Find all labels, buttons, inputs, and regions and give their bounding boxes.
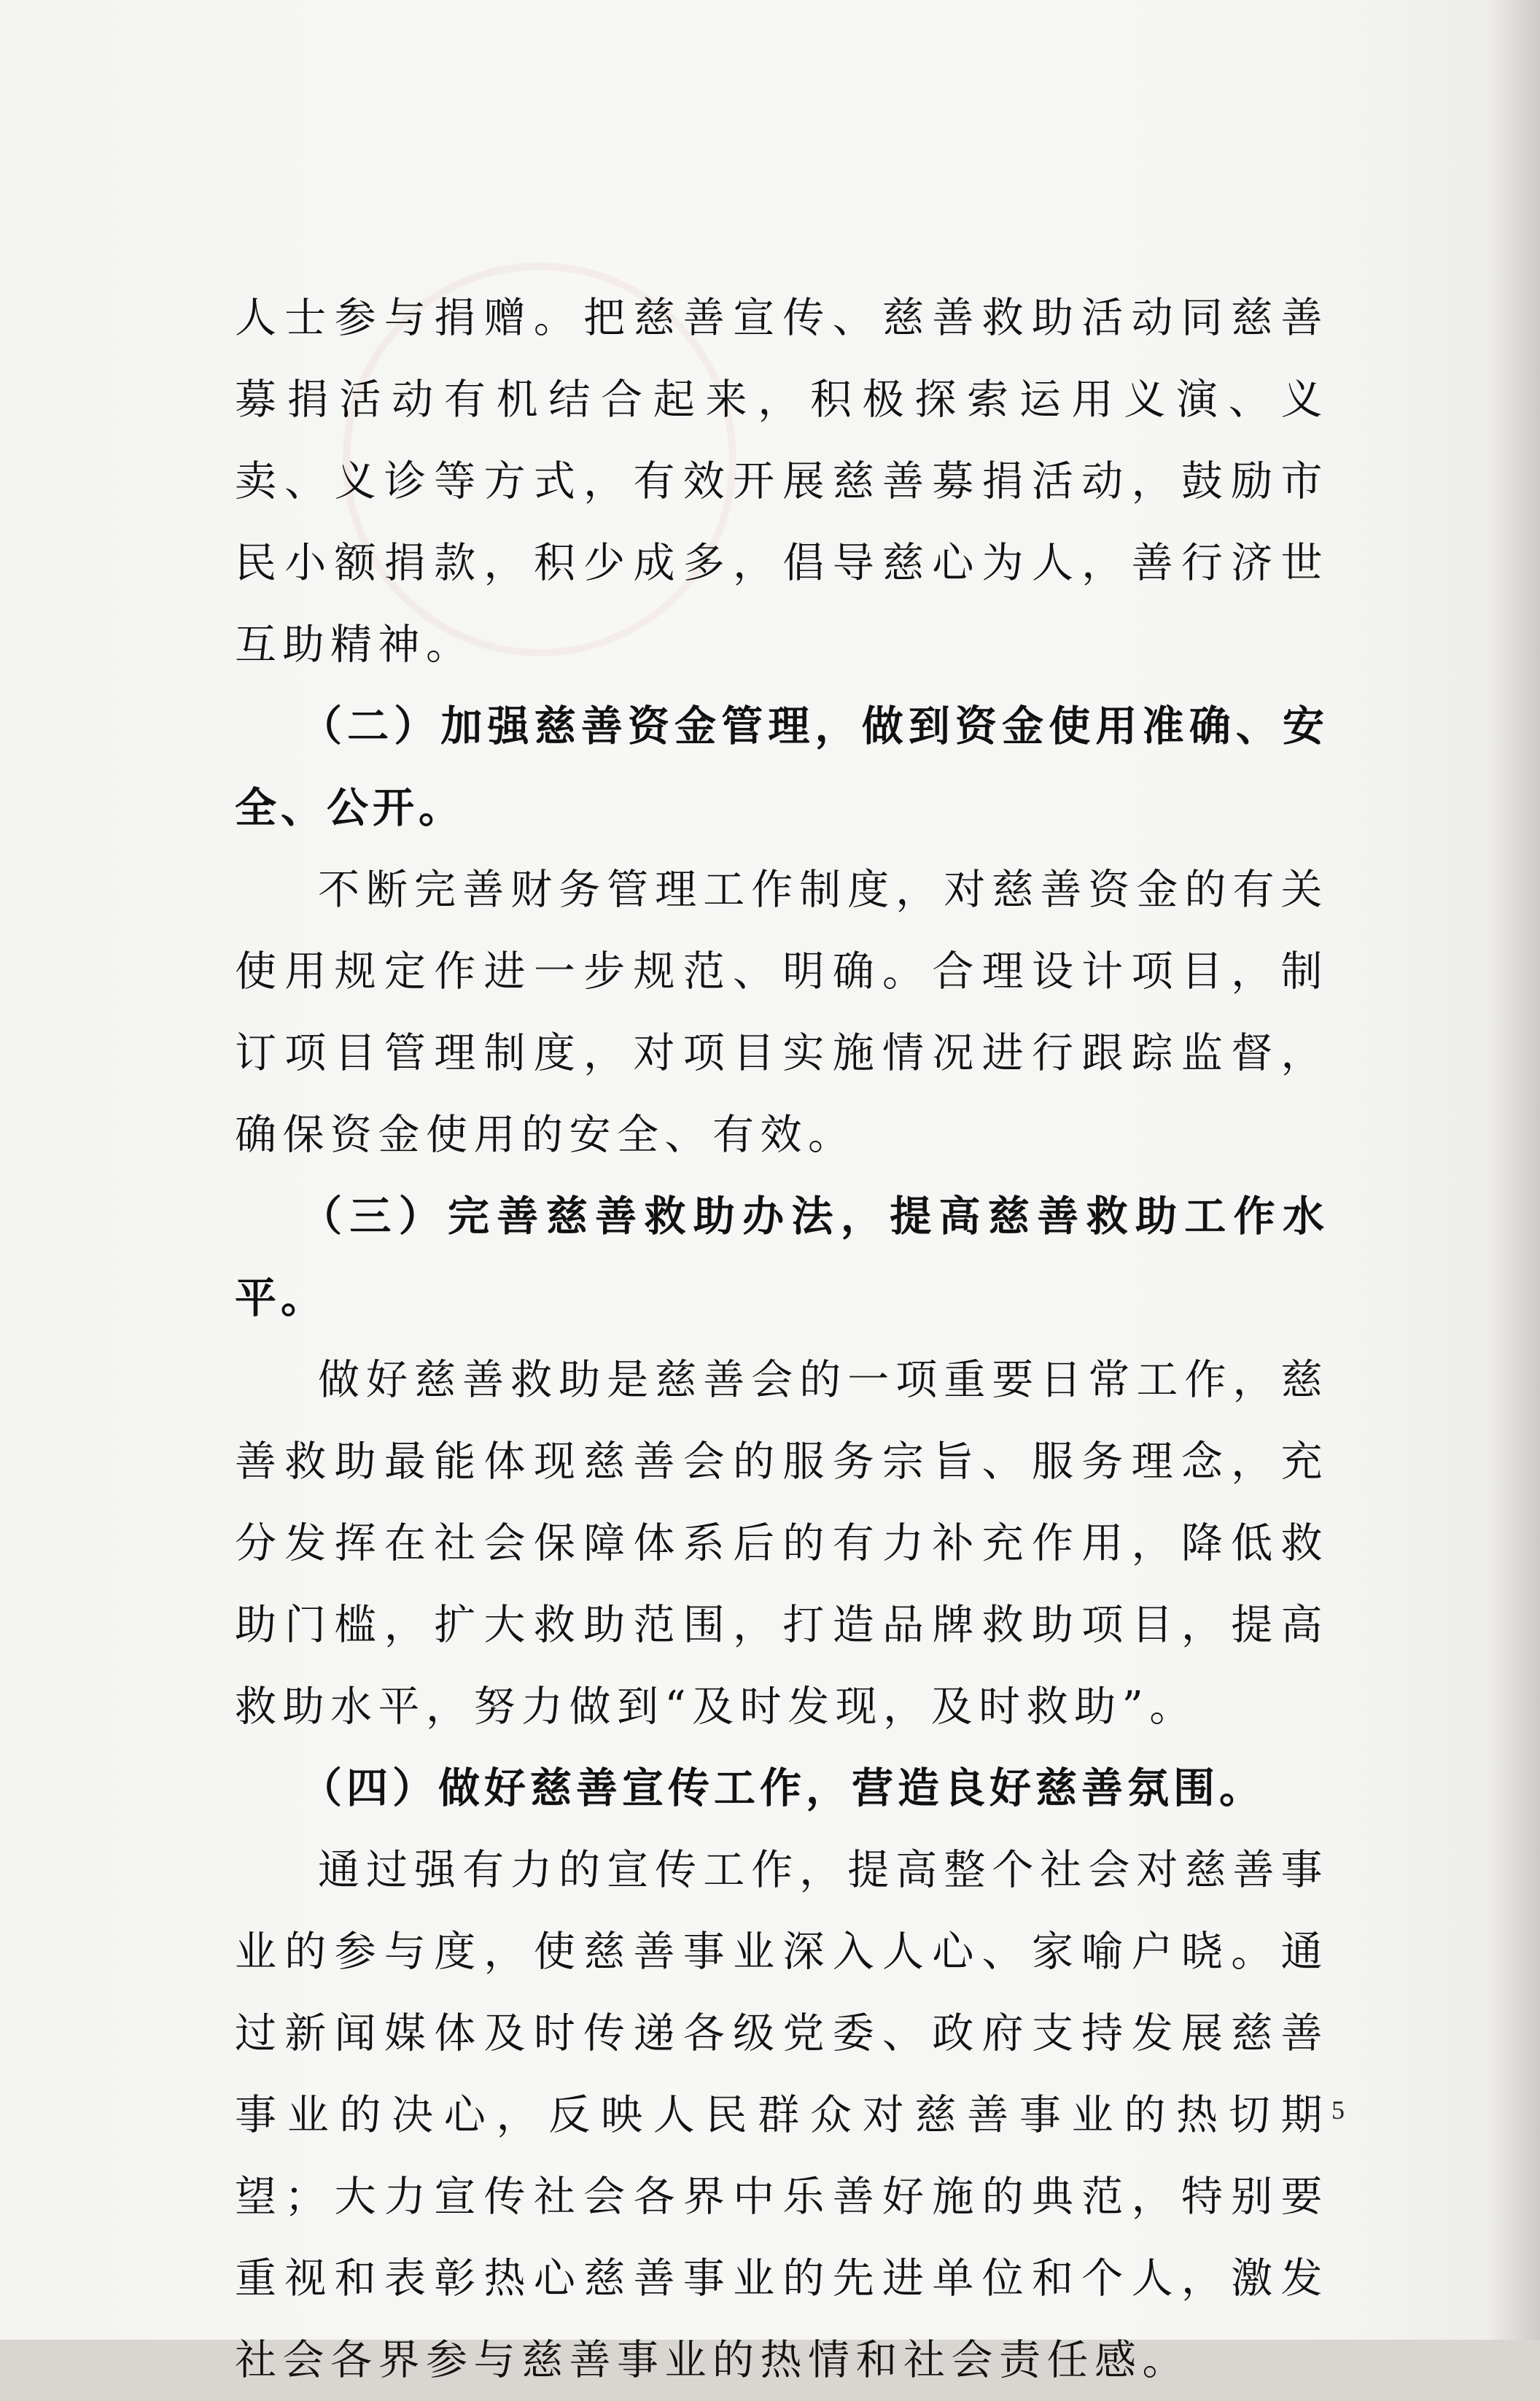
section-heading-4: （四）做好慈善宣传工作，营造良好慈善氛围。 <box>300 1764 1265 1812</box>
paragraph-1: 人士参与捐赠。把慈善宣传、慈善救助活动同慈善募捐活动有机结合起来，积极探索运用义演、义卖、义诊等方式，有效开展慈善募捐活动，鼓励市民小额捐款，积少成多，倡导慈心为人，善行济世互助精神。 <box>235 294 1329 669</box>
paragraph-2: 不断完善财务管理工作制度，对慈善资金的有关使用规定作进一步规范、明确。合理设计项目，制订项目管理制度，对项目实施情况进行跟踪监督，确保资金使用的安全、有效。 <box>235 866 1329 1159</box>
section-heading-3: （三）完善慈善救助办法，提高慈善救助工作水平。 <box>235 1192 1329 1322</box>
paragraph-4: 通过强有力的宣传工作，提高整个社会对慈善事业的参与度，使慈善事业深入人心、家喻户晓。通过新闻媒体及时传递各级党委、政府支持发展慈善事业的决心，反映人民群众对慈善事业的热切期望；大力宣传社会各界中乐善好施的典范，特别要重视和表彰热心慈善事业的先进单位和个人，激发社会各界参与慈善事业的热情和社会责任感。 <box>235 1846 1329 2384</box>
page-number: 5 <box>1331 2095 1345 2125</box>
section-heading-2: （二）加强慈善资金管理，做到资金使用准确、安全、公开。 <box>235 702 1329 832</box>
paragraph-3: 做好慈善救助是慈善会的一项重要日常工作，慈善救助最能体现慈善会的服务宗旨、服务理念，充分发挥在社会保障体系后的有力补充作用，降低救助门槛，扩大救助范围，打造品牌救助项目，提高救助水平，努力做到“及时发现，及时救助”。 <box>235 1356 1329 1731</box>
document-body <box>235 277 1329 2401</box>
